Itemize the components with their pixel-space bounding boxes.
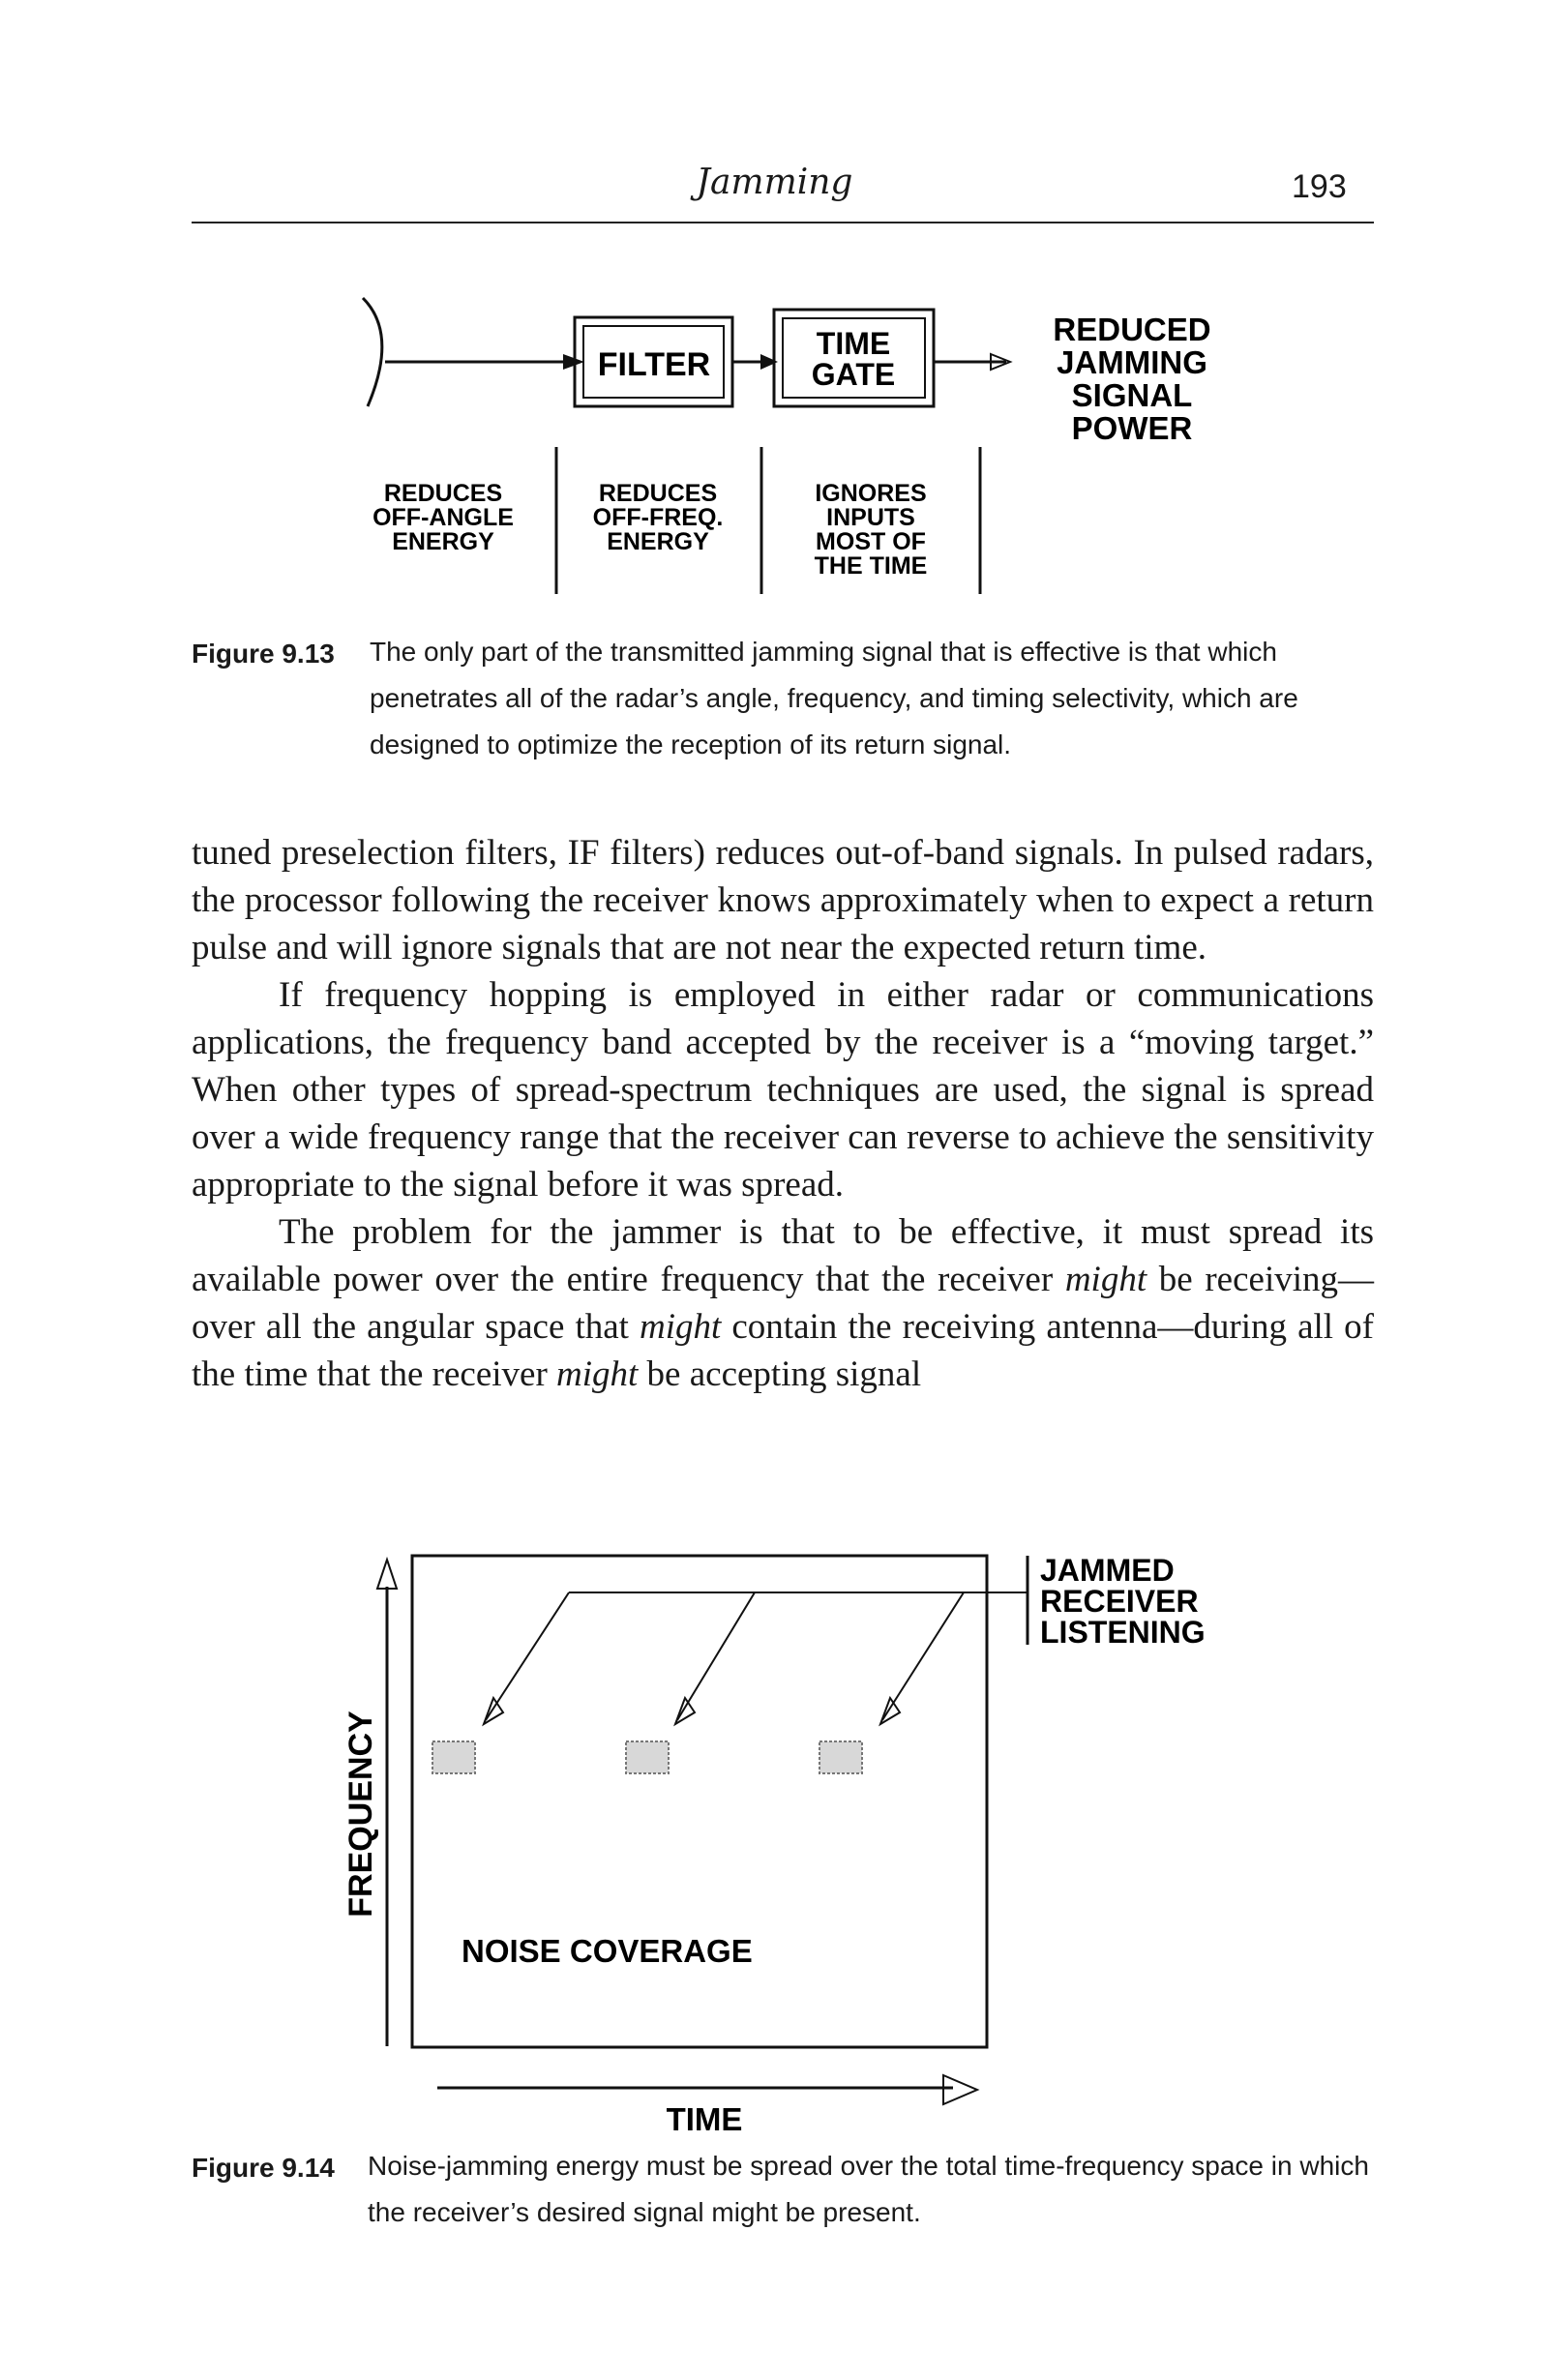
figure-9-14-caption: Noise-jamming energy must be spread over the total time-frequency space in which the receiver’s desired signal might be present. (368, 2151, 1369, 2227)
receiver-window (819, 1741, 862, 1773)
figure-9-14-diagram (0, 1538, 1549, 2148)
pointer-line (882, 1592, 964, 1720)
header-rule (192, 222, 1374, 223)
figure-9-13-caption: The only part of the transmitted jamming signal that is effective is that which penetrates all of the radar’s angle, frequency, and timing selectivity, which are designed to optimize the reception of its return signal. (370, 637, 1298, 759)
filter-annotation-line-1: REDUCES (598, 480, 718, 507)
gate-annotation-line-4: THE TIME (814, 552, 928, 580)
output-label-line-1: REDUCED (1053, 312, 1211, 347)
output-label-line-2: JAMMING (1057, 344, 1207, 380)
running-header-title: Jamming (696, 163, 853, 202)
antenna-annotation-line-1: REDUCES (383, 480, 503, 507)
receiver-window (626, 1741, 669, 1773)
time-gate-label-line-1: TIME (816, 326, 891, 361)
gate-annotation-line-3: MOST OF (816, 528, 926, 555)
gate-annotation-line-1: IGNORES (815, 480, 927, 507)
receiver-window (432, 1741, 475, 1773)
output-label-line-4: POWER (1071, 410, 1193, 446)
emphasis: might (556, 1354, 639, 1394)
page-number: 193 (1292, 168, 1347, 205)
pointer-line (677, 1592, 755, 1720)
x-axis-label: TIME (666, 2101, 743, 2137)
noise-coverage-label: NOISE COVERAGE (462, 1933, 753, 1969)
noise-coverage-region (412, 1556, 987, 2047)
emphasis: might (640, 1307, 722, 1347)
y-axis-arrowhead-icon (377, 1560, 397, 1589)
antenna-icon (363, 298, 382, 406)
paragraph-2: If frequency hopping is employed in either radar or communications applications, the frequency band accepted by the receiver is a “moving target.” When other types of spread-spectrum techniques are used, the signal is spread over a wide frequency range that the receiver can reverse to achieve the sensitivity appropriate to the signal before it was spread. (192, 975, 1374, 1205)
callout-label-line-1: JAMMED (1040, 1553, 1175, 1588)
callout-label-line-3: LISTENING (1040, 1615, 1206, 1650)
gate-annotation-line-2: INPUTS (826, 504, 915, 531)
antenna-annotation-line-2: OFF-ANGLE (372, 504, 514, 531)
body-text (192, 829, 1374, 1398)
filter-box (575, 317, 732, 406)
emphasis: might (1064, 1260, 1147, 1299)
pointer-line (486, 1592, 569, 1720)
antenna-annotation-line-3: ENERGY (392, 528, 494, 555)
figure-9-14-label: Figure 9.14 (192, 2153, 335, 2183)
time-gate-label-line-2: GATE (811, 357, 896, 392)
time-gate-box (774, 310, 934, 406)
figure-9-13-label: Figure 9.13 (192, 639, 335, 669)
callout-label-line-2: RECEIVER (1040, 1584, 1199, 1619)
filter-annotation-line-2: OFF-FREQ. (592, 504, 724, 531)
y-axis-label: FREQUENCY (343, 1711, 379, 1918)
x-axis-arrowhead-icon (943, 2075, 977, 2104)
filter-label: FILTER (597, 346, 711, 383)
output-label-line-3: SIGNAL (1071, 377, 1193, 413)
paragraph-3: The problem for the jammer is that to be effective, it must spread its available power over the entire frequency that the receiver might be receiving—over all the angular space that might contain the receiving antenna—during all of the time that the receiver might be accepting signal (192, 1212, 1375, 1394)
paragraph-1: tuned preselection filters, IF filters) reduces out-of-band signals. In pulsed radars, the processor following the receiver knows approximately when to expect a return pulse and will ignore signals that are not near the expected return time. (192, 833, 1374, 967)
filter-annotation-line-3: ENERGY (607, 528, 709, 555)
figure-9-13-diagram (0, 232, 1549, 619)
